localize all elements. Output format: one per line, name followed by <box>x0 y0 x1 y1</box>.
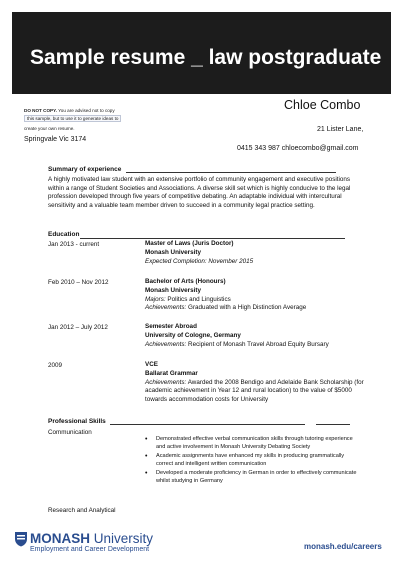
summary-rule <box>126 172 336 173</box>
monash-crest-icon <box>14 531 28 547</box>
education-rule <box>80 238 345 239</box>
edu-entry-2: Bachelor of Arts (Honours) Monash University Majors: Politics and Linguistics Achievements: Graduated with a High Distinction Average <box>145 278 307 312</box>
copy-notice-line-3: create your own resume. <box>24 126 75 131</box>
edu-entry-3: Semester Abroad University of Cologne, Germany Achievements: Recipient of Monash Travel Abroad Equity Bursary <box>145 323 329 348</box>
edu-date-4: 2009 <box>48 362 63 369</box>
skills-rule-1 <box>110 424 305 425</box>
edu-date-2: Feb 2010 – Nov 2012 <box>48 279 109 286</box>
skills-heading: Professional Skills <box>48 418 106 425</box>
list-item: • Demonstrated effective verbal communication skills through tutoring experience and active involvement in Monash University Debating Society <box>145 436 353 450</box>
copy-notice-line-1: DO NOT COPY. You are advised not to copy <box>24 108 115 113</box>
page-title: Sample resume _ law postgraduate <box>30 46 382 69</box>
address-line: 21 Lister Lane, <box>317 126 364 133</box>
bullet-icon: • <box>145 453 148 461</box>
communication-skills-list <box>145 436 360 488</box>
edu-date-1: Jan 2013 - current <box>48 241 100 248</box>
city-line: Springvale Vic 3174 <box>24 136 87 143</box>
summary-text: A highly motivated law student with an extensive portfolio of community engagement and executive positions within a range of Student Societies and Associations. A diverse skill set which is highly conducive to the legal profession developed through five years of competitive debating. An adaptable individual with intercultural sensitivity and a valuable team member driven to succeed in a community legal practice setting. <box>48 176 351 209</box>
candidate-name: Chloe Combo <box>284 98 361 112</box>
bullet-icon: • <box>145 436 148 443</box>
education-heading: Education <box>48 231 80 238</box>
bullet-icon: • <box>145 470 148 478</box>
skills-subheading-communication: Communication <box>48 429 92 436</box>
edu-entry-4: VCE Ballarat Grammar Achievements: Awarded the 2008 Bendigo and Adelaide Bank Scholarship (for academic achievement in Year 12 and rural location) to the value of $5000 towards accommodation costs for University <box>145 361 364 404</box>
list-item: • Academic assignments have enhanced my skills in producing grammatically correct and intelligent written communication <box>145 453 345 467</box>
list-item: • Developed a moderate proficiency in German in order to effectively communicate whilst studying in Germany <box>145 470 357 484</box>
careers-link[interactable]: monash.edu/careers <box>304 542 382 551</box>
phone-email: 0415 343 987 chloecombo@gmail.com <box>237 145 359 152</box>
edu-entry-1: Master of Laws (Juris Doctor) Monash University Expected Completion: November 2015 <box>145 240 254 265</box>
edu-date-3: Jan 2012 – July 2012 <box>48 324 108 331</box>
title-banner <box>12 12 391 94</box>
summary-heading: Summary of experience <box>48 166 122 173</box>
copy-notice-line-2: this sample, but to use it to generate ideas to <box>24 116 121 121</box>
skills-subheading-research: Research and Analytical <box>48 507 116 514</box>
skills-rule-2 <box>316 424 350 425</box>
